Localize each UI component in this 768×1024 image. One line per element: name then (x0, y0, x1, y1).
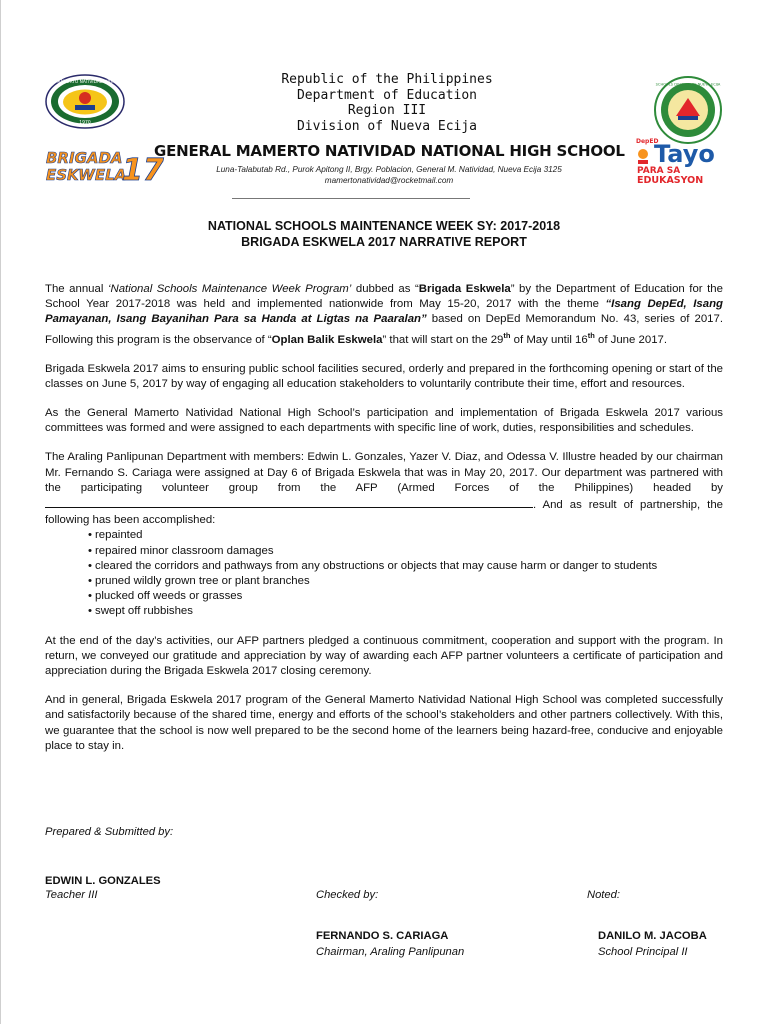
checked-label: Checked by: (316, 889, 379, 901)
prepared-label: Prepared & Submitted by: (45, 826, 174, 838)
seal-text: GENERAL MAMERTO NATIVIDAD HIGH SCHOOL (35, 80, 135, 85)
list-item: • swept off rubbishes (88, 605, 193, 618)
report-title (40, 218, 728, 250)
svg-text:17: 17 (122, 153, 164, 188)
list-item: • repainted (88, 529, 143, 542)
list-item: • plucked off weeds or grasses (88, 590, 243, 603)
svg-text:EDUKASYON: EDUKASYON (637, 175, 704, 186)
svg-text:PARA SA: PARA SA (637, 166, 681, 176)
paragraph-department: The Araling Panlipunan Department with members: Edwin L. Gonzales, Yazer V. Diaz, and Odessa V. Illustre headed by our chairman Mr. Fernando S. Cariaga were assigned at Day 6 of Brigada Eskwela that was in May 20, 2017. Our department was partnered with the participating volunteer group from the AFP (Armed Forces of the Philippines) headed by . And as result of partnership, the following has been accomplished: (45, 451, 723, 527)
preparer-name: EDWIN L. GONZALES (45, 875, 161, 887)
paragraph-intro: The annual ‘National Schools Maintenance Week Program’ dubbed as “Brigada Eskwela” by the Department of Education for the School Year 2017-2018 was held and implemented nationwide from May 15-20, 2017 with the theme “Isang DepEd, Isang Pamayanan, Isang Bayanihan Para sa Handa at Ligtas na Paaralan” based on DepEd Memorandum No. 43, series of 2017. Following this program is the observance of “Oplan Balik Eskwela” that will start on the 29th of May until 16th of June 2017. (45, 283, 724, 346)
report-body (45, 282, 723, 768)
noter-name: DANILO M. JACOBA (598, 930, 707, 942)
email-line: mamertonatividad@rocketmail.com (324, 176, 454, 185)
list-item: • pruned wildly grown tree or plant branches (88, 575, 310, 588)
school-address (154, 164, 624, 186)
address-line: Luna-Talabutab Rd., Purok Apitong II, Brgy. Poblacion, General M. Natividad, Nueva Ecija 3125 (216, 165, 562, 174)
header-divider (232, 198, 470, 199)
paragraph-conclusion: And in general, Brigada Eskwela 2017 program of the General Mamerto Natividad National High School was completed successfully and satisfactorily because of the shared time, energy and efforts of the school’s stakeholders and other partners collectively. With this, we guarantee that the school is now well prepared to be the second home of the learners being hazard-free, conducive and enjoyable place to stay in. (45, 694, 723, 752)
deped-tayo-logo (634, 135, 724, 185)
checker-title: Chairman, Araling Panlipunan (316, 946, 465, 958)
svg-text:ESKWELA: ESKWELA (46, 166, 127, 184)
checker-name: FERNANDO S. CARIAGA (316, 930, 449, 942)
gov-line-division: Division of Nueva Ecija (296, 118, 477, 134)
gov-line-republic: Republic of the Philippines (281, 72, 493, 87)
government-header (272, 72, 502, 134)
gov-line-deped: Department of Education (296, 87, 477, 103)
seal-year: 1970 (79, 120, 91, 126)
svg-text:Tayo: Tayo (654, 140, 715, 168)
school-name: GENERAL MAMERTO NATIVIDAD NATIONAL HIGH SCHOOL (154, 142, 625, 160)
brigada-eskwela-logo (44, 147, 164, 188)
paragraph-committees: As the General Mamerto Natividad National High School’s participation and implementation of Brigada Eskwela 2017 various committees was formed and were assigned to each departments with specific line of work, duties, responsibilities and schedules. (45, 407, 723, 435)
list-item: • cleared the corridors and pathways from any obstructions or objects that may cause harm or danger to students (88, 559, 658, 572)
gov-line-region: Region III (347, 103, 427, 118)
division-seal-logo (654, 76, 722, 144)
accomplishment-list (45, 528, 723, 619)
paragraph-aims: Brigada Eskwela 2017 aims to ensuring public school facilities secured, orderly and prepared in the forthcoming opening or start of the classes on June 5, 2017 by way of engaging all education stakeholders to voluntarily contribute their time, effort and resources. (45, 362, 723, 390)
title-line-2: BRIGADA ESKWELA 2017 NARRATIVE REPORT (241, 235, 527, 249)
title-line-1: NATIONAL SCHOOLS MAINTENANCE WEEK SY: 2017-2018 (207, 219, 561, 233)
list-item: • repaired minor classroom damages (88, 544, 274, 557)
preparer-title: Teacher III (45, 889, 98, 901)
division-seal-text: SCHOOLS DIVISION OF NUEVA ECIJA (655, 82, 721, 87)
school-seal-logo (35, 74, 135, 129)
letterhead (35, 66, 728, 198)
noted-label: Noted: (587, 889, 620, 901)
svg-text:BRIGADA: BRIGADA (46, 149, 123, 167)
blank-line (45, 496, 533, 508)
noter-title: School Principal II (598, 946, 688, 958)
svg-text:DepED: DepED (636, 138, 659, 145)
paragraph-afp-partners: At the end of the day’s activities, our AFP partners pledged a continuous commitment, cooperation and support with the program. In return, we conveyed our gratitude and appreciation by way of awarding each AFP partner volunteers a certificate of participation and appreciation during the Brigada Eskwela 2017 closing ceremony. (45, 634, 723, 678)
